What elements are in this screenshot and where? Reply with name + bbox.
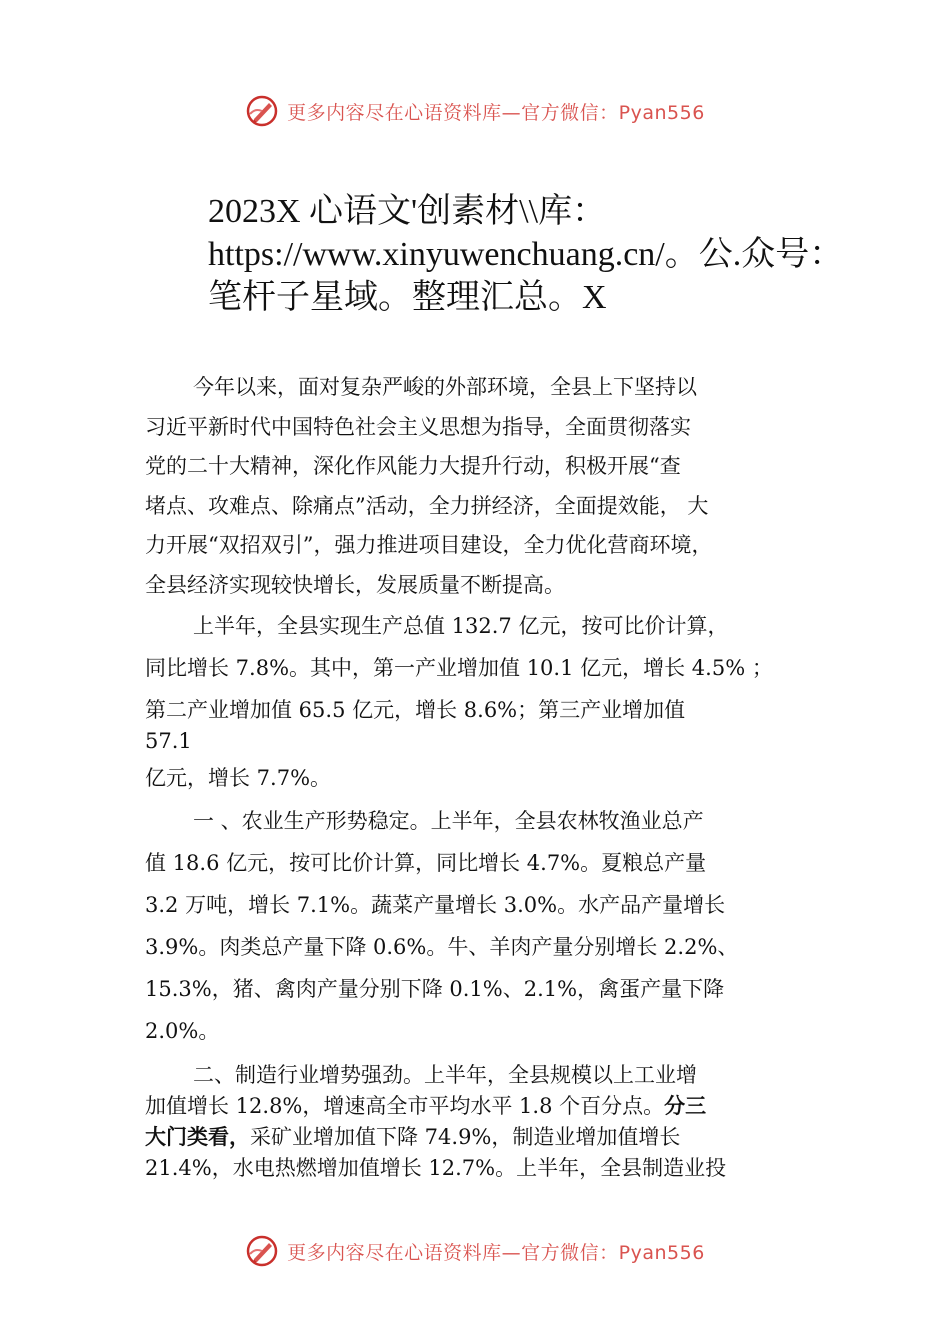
text-line: 大门类看，采矿业增加值下降 74.9%，制造业增加值增长	[145, 1125, 681, 1149]
text-line: 今年以来，面对复杂严峻的外部环境，全县上下坚持以	[193, 375, 697, 399]
wechat-account: Pyan556	[618, 1241, 705, 1264]
title-line-1: 2023X 心语文'创素材\\库：	[208, 193, 607, 230]
paragraph-agriculture	[145, 800, 825, 1052]
paragraph-manufacturing	[145, 1060, 825, 1184]
pen-logo-icon	[245, 1234, 279, 1268]
text-line: 上半年，全县实现生产总值 132.7 亿元，按可比价计算，	[193, 614, 729, 638]
text-line: 值 18.6 亿元，按可比价计算，同比增长 4.7%。夏粮总产量	[145, 851, 707, 875]
bold-phrase: 大门类看，	[145, 1125, 250, 1149]
text-line: 同比增长 7.8%。其中，第一产业增加值 10.1 亿元，增长 4.5% ；	[145, 656, 773, 680]
title-line-2: https://www.xinyuwenchuang.cn/。公.众号：	[208, 236, 844, 273]
banner-text: 更多内容尽在心语资料库—官方微信：Pyan556	[287, 1241, 705, 1264]
text-line: 21.4%，水电热燃增加值增长 12.7%。上半年，全县制造业投	[145, 1156, 727, 1180]
bold-phrase: 分三	[664, 1094, 707, 1118]
text-line: 二、制造行业增势强劲。上半年，全县规模以上工业增	[193, 1063, 697, 1087]
text-line: 第二产业增加值 65.5 亿元，增长 8.6%；第三产业增加值	[145, 698, 686, 722]
header-banner	[0, 94, 950, 128]
text-line: 15.3%，猪、禽肉产量分别下降 0.1%、2.1%，禽蛋产量下降	[145, 977, 725, 1001]
text-line: 57.1	[145, 729, 192, 753]
text-line: 2.0%。	[145, 1019, 220, 1043]
text-line: 3.9%。肉类总产量下降 0.6%。牛、羊肉产量分别增长 2.2%、	[145, 935, 739, 959]
text-line: 习近平新时代中国特色社会主义思想为指导，全面贯彻落实	[145, 414, 691, 439]
text-line: 3.2 万吨，增长 7.1%。蔬菜产量增长 3.0%。水产品产量增长	[145, 893, 726, 917]
wechat-account: Pyan556	[618, 101, 705, 124]
text-line: 党的二十大精神，深化作风能力大提升行动，积极开展“查	[145, 454, 681, 478]
text-line: 堵点、攻难点、除痛点”活动，全力拼经济，全面提效能， 大	[145, 493, 709, 518]
text-line: 全县经济实现较快增长，发展质量不断提高。	[145, 572, 565, 597]
text-line: 力开展“双招双引”，强力推进项目建设，全力优化营商环境，	[145, 533, 713, 557]
paragraph-gdp	[145, 605, 825, 800]
paragraph-intro	[145, 368, 825, 605]
text-line: 亿元，增长 7.7%。	[145, 766, 332, 790]
text-line: 加值增长 12.8%，增速高全市平均水平 1.8 个百分点。分三	[145, 1094, 707, 1118]
pen-logo-icon	[245, 94, 279, 128]
document-body	[145, 368, 825, 1184]
footer-banner	[0, 1234, 950, 1268]
text-line: 一 、农业生产形势稳定。上半年，全县农林牧渔业总产	[193, 809, 704, 833]
document-title	[208, 190, 868, 319]
banner-text: 更多内容尽在心语资料库—官方微信：Pyan556	[287, 101, 705, 124]
title-line-3: 笔杆子星域。整理汇总。X	[208, 279, 607, 316]
